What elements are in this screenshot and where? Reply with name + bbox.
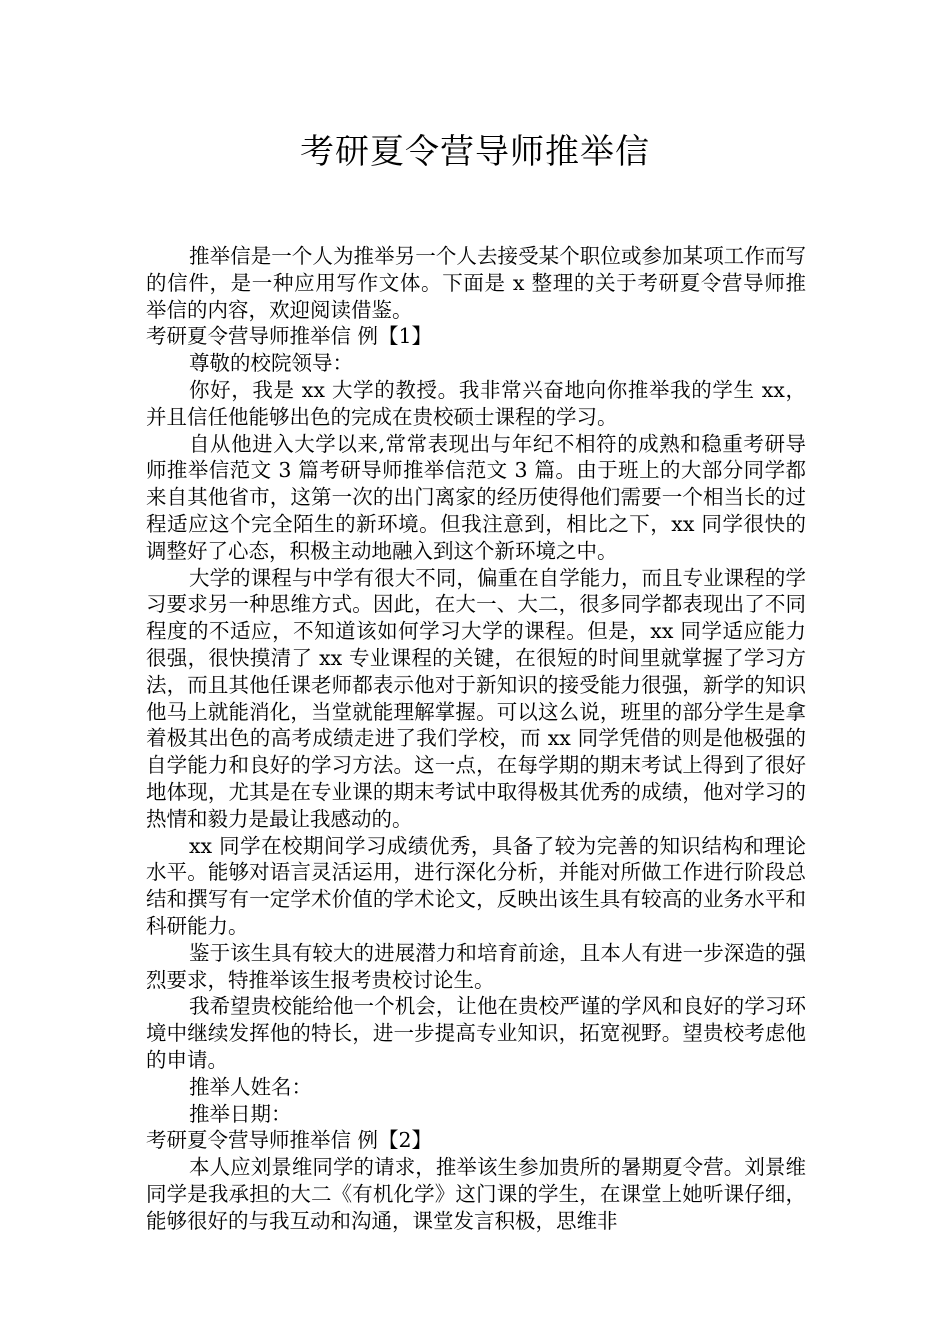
intro-paragraph: 推举信是一个人为推举另一个人去接受某个职位或参加某项工作而写的信件，是一种应用写作文体。下面是 x 整理的关于考研夏令营导师推举信的内容，欢迎阅读借鉴。: [146, 244, 806, 322]
document-title: 考研夏令营导师推举信: [300, 132, 650, 172]
body-paragraph: 自从他进入大学以来,常常表现出与年纪不相符的成熟和稳重考研导师推举信范文 3 篇考研导师推举信范文 3 篇。由于班上的大部分同学都来自其他省市，这第一次的出门离家的经历使得他们需要一个相当长的过程适应这个完全陌生的新环境。但我注意到，相比之下，xx 同学很快的调整好了心态，积极主动地融入到这个新环境之中。: [146, 431, 806, 563]
body-paragraph: 你好，我是 xx 大学的教授。我非常兴奋地向你推举我的学生 xx，并且信任他能够出色的完成在贵校硕士课程的学习。: [146, 377, 806, 429]
salutation: 尊敬的校院领导：: [189, 351, 353, 376]
body-paragraph: 本人应刘景维同学的请求，推举该生参加贵所的暑期夏令营。刘景维同学是我承担的大二《有机化学》这门课的学生，在课堂上她听课仔细，能够很好的与我互动和沟通，课堂发言积极，思维非: [146, 1155, 806, 1233]
recommender-name-line: 推举人姓名：: [189, 1074, 312, 1099]
body-paragraph: 大学的课程与中学有很大不同，偏重在自学能力，而且专业课程的学习要求另一种思维方式。因此，在大一、大二，很多同学都表现出了不同程度的不适应，不知道该如何学习大学的课程。但是，xx 同学适应能力很强，很快摸清了 xx 专业课程的关键，在很短的时间里就掌握了学习方法，而且其他任课老师都表示他对于新知识的接受能力很强，新学的知识他马上就能消化，当堂就能理解掌握。可以这么说，班里的部分学生是拿着极其出色的高考成绩走进了我们学校，而 xx 同学凭借的则是他极强的自学能力和良好的学习方法。这一点，在每学期的期末考试上得到了很好地体现，尤其是在专业课的期末考试中取得极其优秀的成绩，他对学习的热情和毅力是最让我感动的。: [146, 565, 806, 831]
example-1-heading: 考研夏令营导师推举信 例【1】: [146, 324, 433, 349]
body-paragraph: xx 同学在校期间学习成绩优秀，具备了较为完善的知识结构和理论水平。能够对语言灵活运用，进行深化分析，并能对所做工作进行阶段总结和撰写有一定学术价值的学术论文，反映出该生具有较高的业务水平和科研能力。: [146, 833, 806, 938]
document-body: [146, 243, 806, 1234]
body-paragraph: 鉴于该生具有较大的进展潜力和培育前途，且本人有进一步深造的强烈要求，特推举该生报考贵校讨论生。: [146, 940, 806, 992]
recommend-date-line: 推举日期：: [189, 1101, 292, 1126]
body-paragraph: 我希望贵校能给他一个机会，让他在贵校严谨的学风和良好的学习环境中继续发挥他的特长，进一步提高专业知识，拓宽视野。望贵校考虑他的申请。: [146, 994, 806, 1072]
example-2-heading: 考研夏令营导师推举信 例【2】: [146, 1128, 433, 1153]
